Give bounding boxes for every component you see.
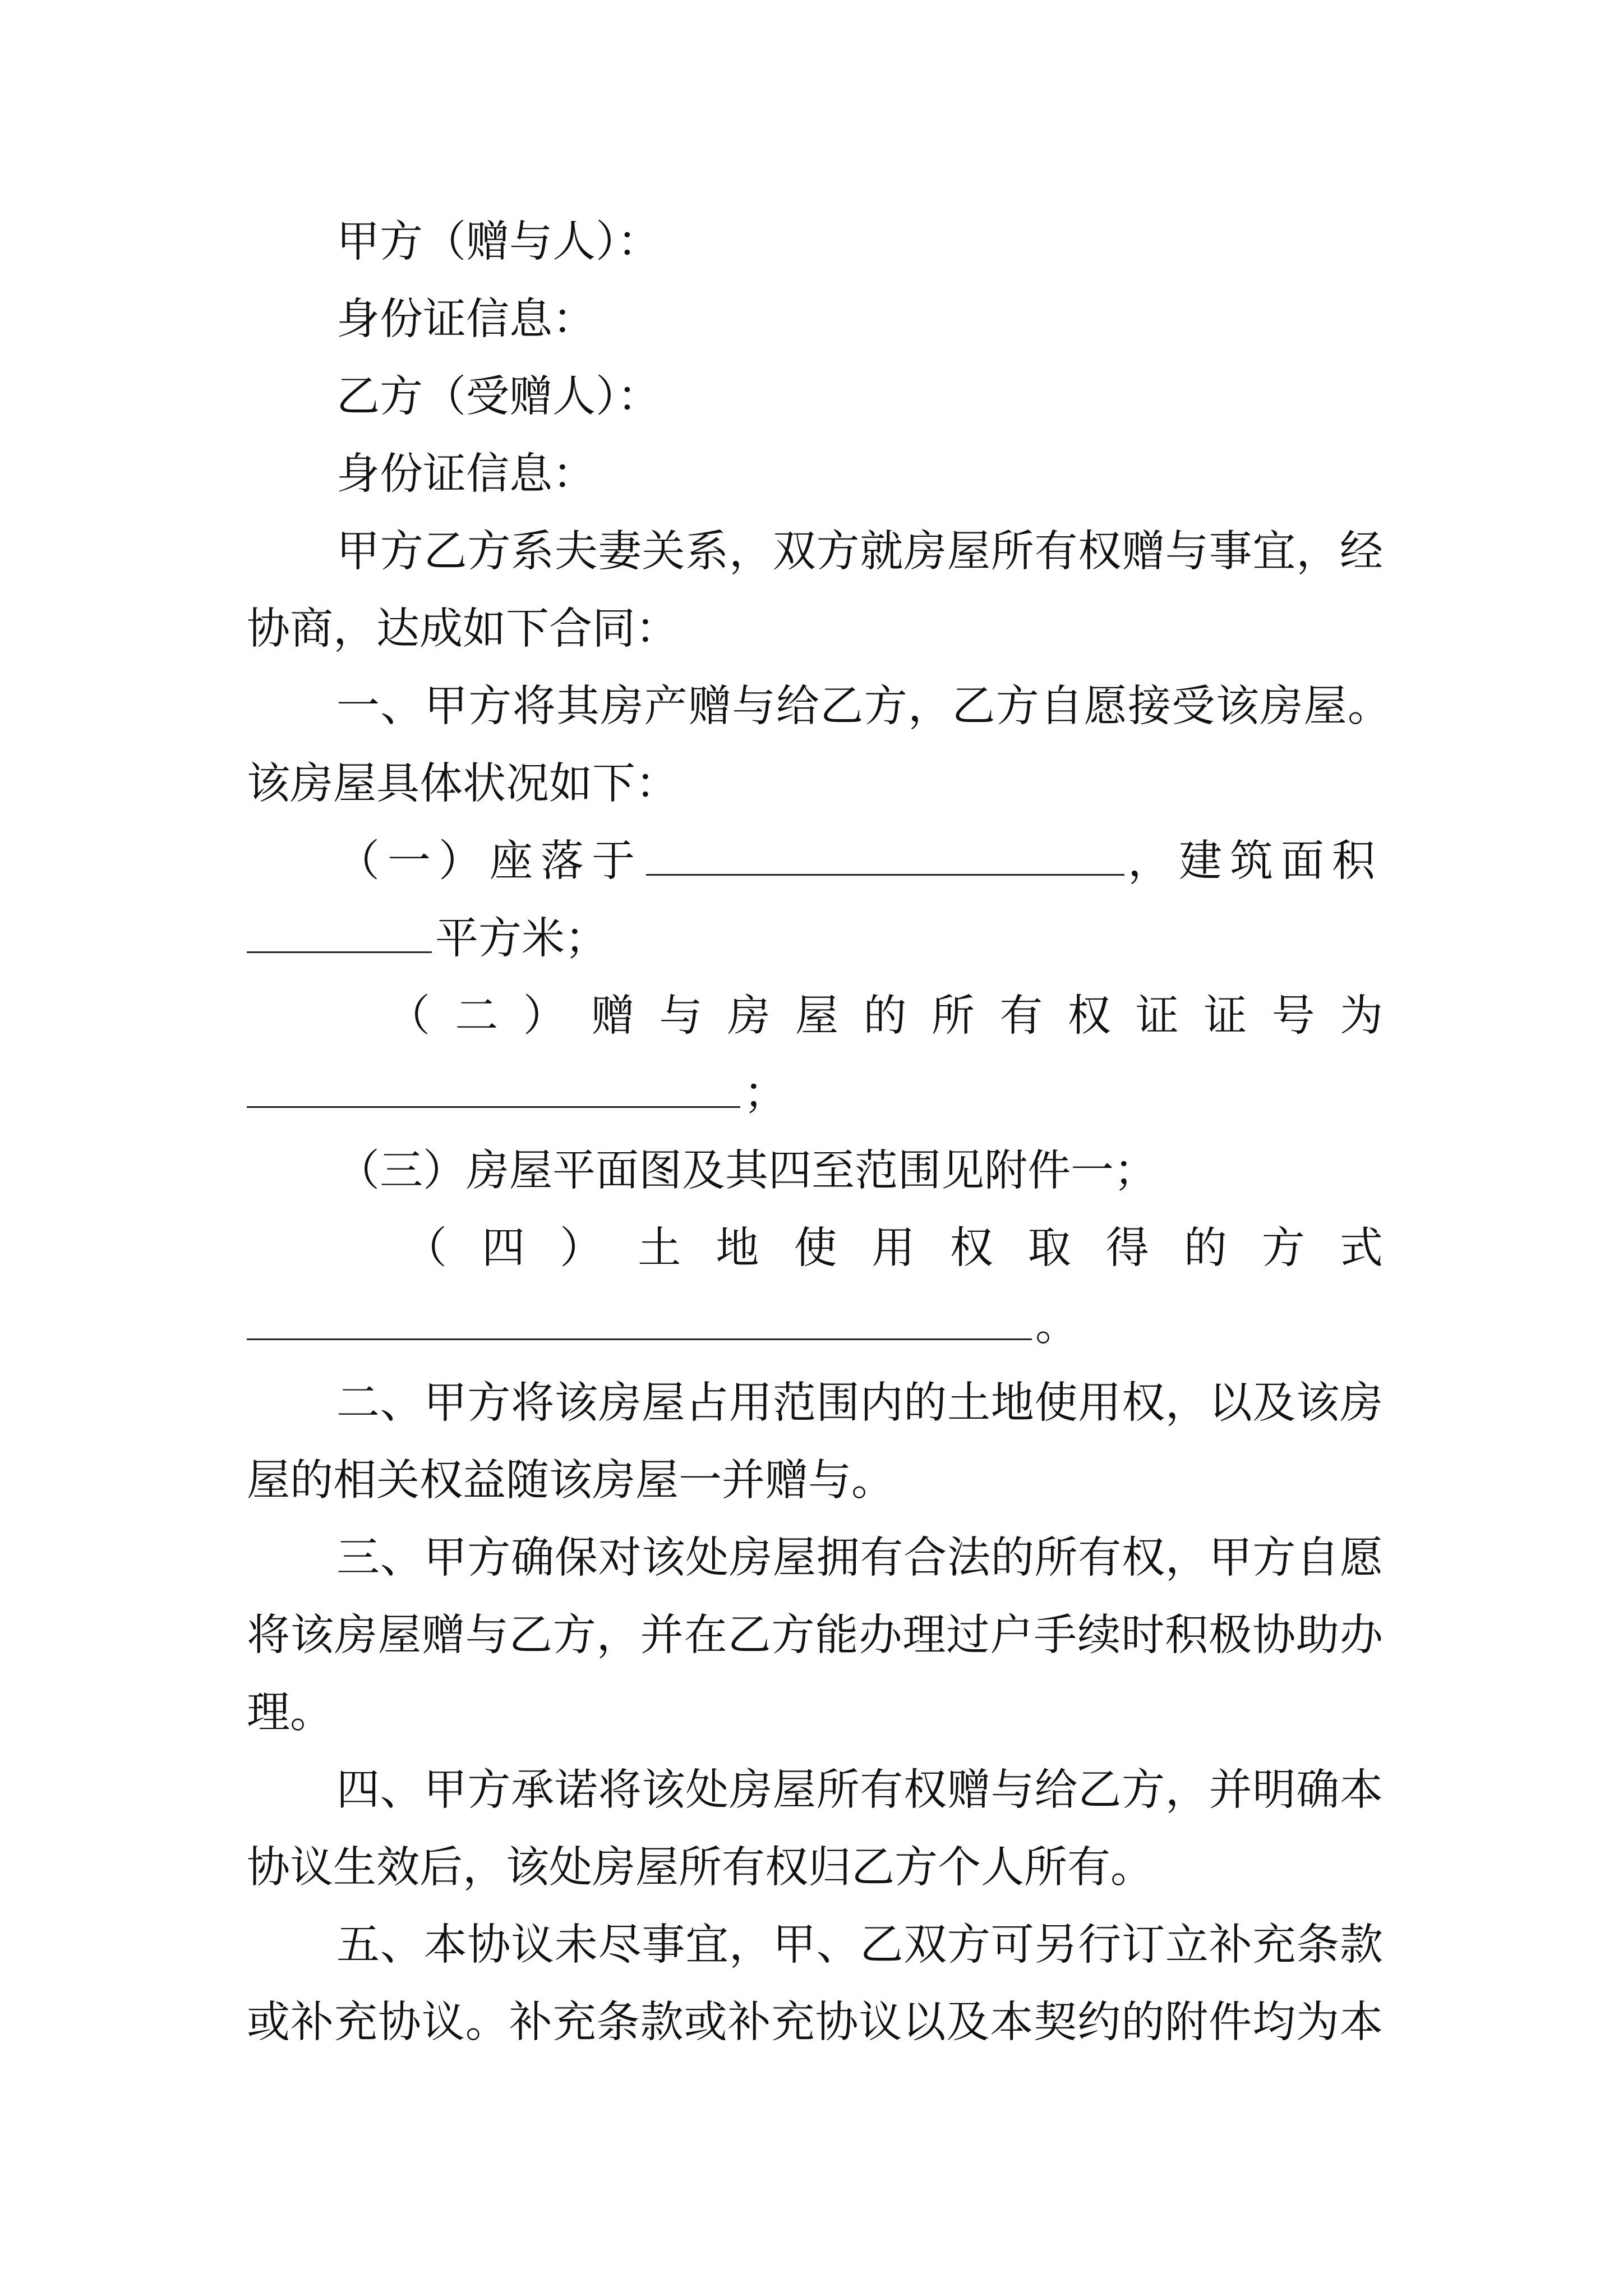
clause-3-line-3: 理。 — [247, 1688, 333, 1738]
intro-line-2: 协商，达成如下合同： — [247, 604, 679, 654]
item-1-prefix: （一）座落于 — [336, 836, 643, 886]
item-3-line: （三）房屋平面图及其四至范围见附件一； — [336, 1146, 1157, 1196]
clause-3-line-2: 将该房屋赠与乙方，并在乙方能办理过户手续时积极协助办 — [247, 1611, 1383, 1660]
item-2-row-2 — [247, 1055, 787, 1133]
party-b-label: 乙方（受赠人）： — [336, 372, 661, 422]
certificate-number-blank — [247, 1067, 740, 1108]
intro-line-1: 甲方乙方系夫妻关系，双方就房屋所有权赠与事宜，经 — [336, 527, 1383, 577]
clause-5-line-2: 或补充协议。补充条款或补充协议以及本契约的附件均为本 — [247, 1998, 1383, 2047]
clause-5-line-1: 五、本协议未尽事宜，甲、乙双方可另行订立补充条款 — [336, 1920, 1383, 1970]
item-1-row — [336, 822, 1383, 901]
clause-4-line-1: 四、甲方承诺将该处房屋所有权赠与给乙方，并明确本 — [336, 1765, 1383, 1815]
clause-1-line-2: 该房屋具体状况如下： — [247, 759, 679, 809]
item-4-line-1: （四）土地使用权取得的方式 — [404, 1223, 1383, 1273]
item-1-area-label: ，建筑面积 — [1128, 836, 1383, 886]
clause-1-line-1: 一、甲方将其房产赠与给乙方，乙方自愿接受该房屋。 — [336, 682, 1391, 731]
item-1-unit: 平方米； — [435, 914, 608, 964]
party-b-id-label: 身份证信息： — [336, 449, 596, 499]
clause-2-line-2: 屋的相关权益随该房屋一并赠与。 — [247, 1456, 895, 1506]
item-1-row-2 — [247, 900, 608, 978]
clause-3-line-1: 三、甲方确保对该处房屋拥有合法的所有权，甲方自愿 — [336, 1533, 1383, 1583]
item-2-line-1: （二）赠与房屋的所有权证证号为 — [387, 991, 1383, 1041]
item-4-end: 。 — [1035, 1301, 1078, 1351]
clause-2-line-1: 二、甲方将该房屋占用范围内的土地使用权，以及该房 — [336, 1378, 1383, 1428]
clause-4-line-2: 协议生效后，该处房屋所有权归乙方个人所有。 — [247, 1843, 1154, 1893]
party-a-id-label: 身份证信息： — [336, 295, 596, 344]
land-use-method-blank — [247, 1299, 1032, 1340]
item-2-end: ； — [744, 1069, 787, 1119]
item-4-row-2 — [247, 1287, 1078, 1365]
area-blank — [247, 912, 432, 953]
location-blank — [646, 835, 1124, 876]
party-a-label: 甲方（赠与人）： — [336, 217, 661, 267]
